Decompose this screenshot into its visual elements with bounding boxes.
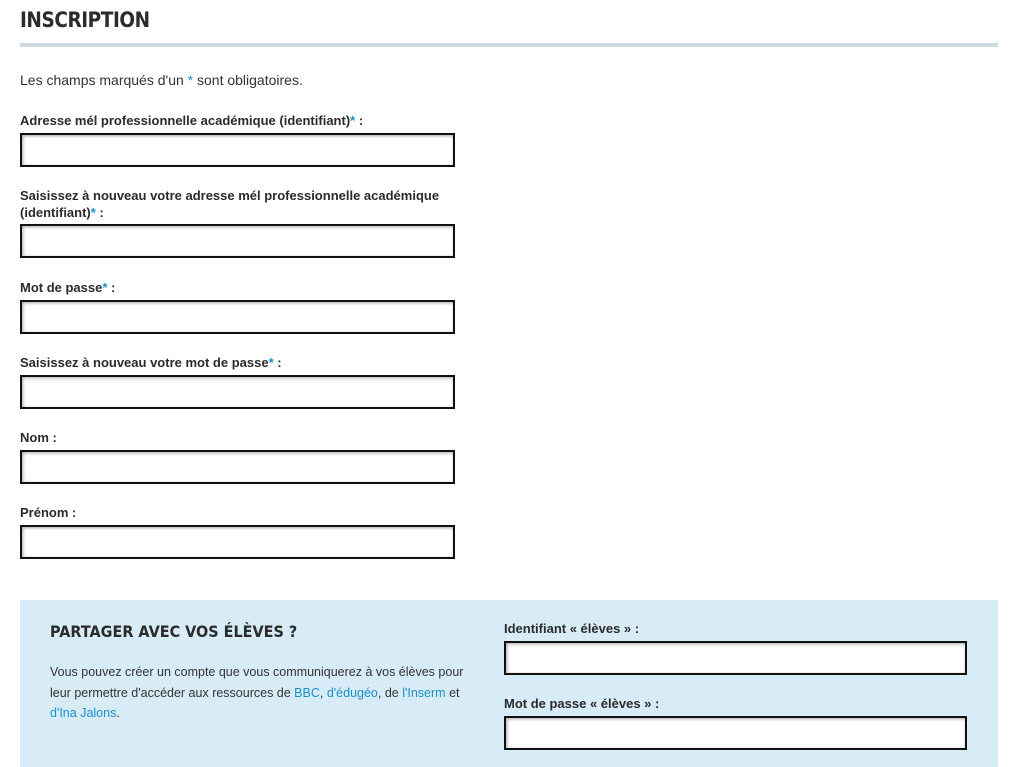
- email-input[interactable]: [20, 133, 455, 167]
- last-name-field-group: [20, 429, 460, 484]
- password-label-text: Mot de passe: [20, 280, 103, 295]
- separator: et: [445, 685, 460, 700]
- title-divider: [20, 43, 998, 47]
- password-confirm-field-group: [20, 354, 460, 409]
- email-confirm-field-group: [20, 187, 460, 258]
- email-label-text: Adresse mél professionnelle académique (identifiant): [20, 113, 351, 128]
- required-asterisk: *: [268, 355, 274, 370]
- student-password-label: Mot de passe « élèves » :: [504, 696, 660, 711]
- student-id-field-group: [504, 620, 974, 675]
- label-suffix: :: [48, 430, 57, 445]
- email-field-group: [20, 112, 460, 167]
- share-description: [50, 662, 470, 724]
- label-suffix: :: [107, 280, 116, 295]
- password-confirm-label: [20, 354, 460, 375]
- page-title: INSCRIPTION: [20, 8, 150, 32]
- ina-jalons-link[interactable]: d'Ina Jalons: [50, 706, 117, 720]
- last-name-label-text: Nom: [20, 430, 49, 445]
- share-panel-title: PARTAGER AVEC VOS ÉLÈVES ?: [50, 622, 298, 641]
- label-suffix: :: [95, 205, 104, 220]
- password-input[interactable]: [20, 300, 455, 334]
- bbc-link[interactable]: BBC: [294, 685, 320, 700]
- password-field-group: [20, 279, 460, 334]
- separator: , de: [377, 685, 403, 700]
- required-asterisk: *: [187, 72, 194, 88]
- student-id-input[interactable]: [504, 641, 967, 675]
- required-asterisk: *: [350, 113, 356, 128]
- label-suffix: :: [355, 113, 364, 128]
- first-name-label: [20, 504, 460, 525]
- edugeo-link[interactable]: d'édugéo: [326, 685, 378, 700]
- separator: ,: [319, 685, 327, 700]
- intro-text-before: Les champs marqués d'un: [20, 72, 188, 88]
- email-confirm-input[interactable]: [20, 224, 455, 258]
- intro-text-after: sont obligatoires.: [193, 72, 303, 88]
- email-label: [20, 112, 460, 133]
- student-password-field-group: [504, 695, 974, 750]
- first-name-field-group: [20, 504, 460, 559]
- password-confirm-input[interactable]: [20, 375, 455, 409]
- label-suffix: :: [68, 505, 77, 520]
- email-confirm-label-text: Saisissez à nouveau votre adresse mél professionnelle académique (identifiant): [20, 188, 440, 220]
- student-password-input[interactable]: [504, 716, 967, 750]
- inserm-link[interactable]: l'Inserm: [402, 685, 446, 700]
- share-description-text: Vous pouvez créer un compte que vous communiquerez à vos élèves pour leur permettre d'accéder aux ressources de: [50, 665, 464, 700]
- student-id-label: Identifiant « élèves » :: [504, 621, 640, 636]
- share-with-students-panel: [20, 600, 998, 767]
- required-asterisk: *: [102, 280, 108, 295]
- first-name-input[interactable]: [20, 525, 455, 559]
- required-asterisk: *: [90, 205, 96, 220]
- required-fields-note: [20, 72, 303, 88]
- email-confirm-label: [20, 187, 460, 224]
- last-name-label: [20, 429, 460, 450]
- password-confirm-label-text: Saisissez à nouveau votre mot de passe: [20, 355, 269, 370]
- last-name-input[interactable]: [20, 450, 455, 484]
- first-name-label-text: Prénom: [20, 505, 69, 520]
- password-label: [20, 279, 460, 300]
- sentence-end: .: [116, 706, 120, 720]
- label-suffix: :: [273, 355, 282, 370]
